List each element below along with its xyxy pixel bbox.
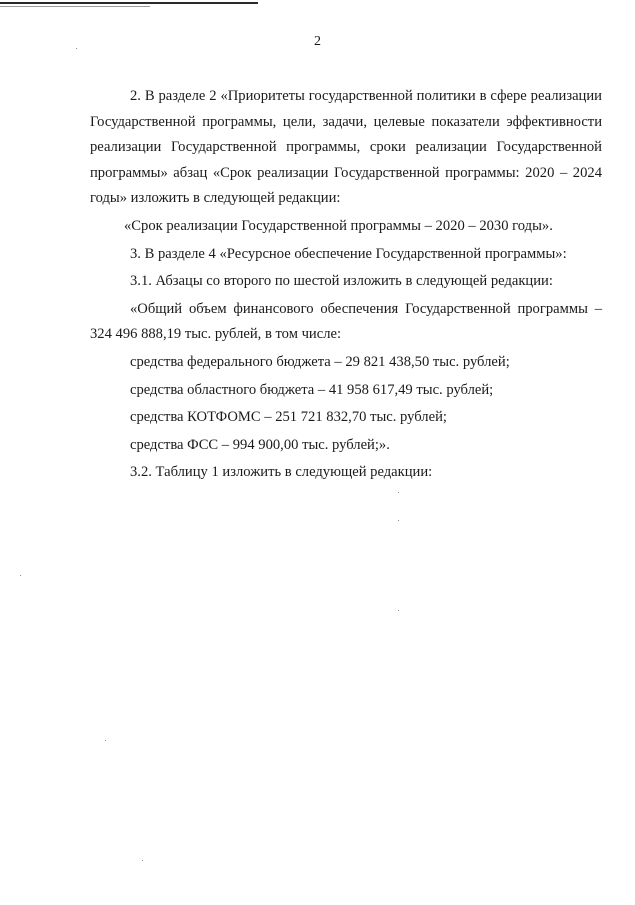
scan-speck (142, 860, 143, 861)
paragraph-3-2: 3.2. Таблицу 1 изложить в следующей редакции: (130, 464, 433, 481)
paragraph-total-funding: «Общий объем финансового обеспечения Государственной программы – 324 496 888,19 тыс. рублей, в том числе: (90, 300, 602, 343)
paragraph-kotfoms: средства КОТФОМС – 251 721 832,70 тыс. рублей; (130, 409, 447, 426)
document-body (90, 84, 602, 486)
scan-speck (105, 740, 106, 741)
paragraph-federal-budget: средства федерального бюджета – 29 821 438,50 тыс. рублей; (130, 353, 510, 370)
top-rule (0, 2, 258, 4)
scan-speck (398, 492, 399, 493)
top-rule-secondary (0, 6, 150, 7)
paragraph-3-1: 3.1. Абзацы со второго по шестой изложить в следующей редакции: (130, 273, 553, 290)
scan-speck (398, 520, 399, 521)
paragraph-program-term: «Срок реализации Государственной программы – 2020 – 2030 годы». (124, 217, 553, 234)
scan-speck (20, 575, 21, 576)
scan-speck (398, 610, 399, 611)
paragraph-section-4: 3. В разделе 4 «Ресурсное обеспечение Государственной программы»: (130, 245, 567, 262)
scan-speck (76, 48, 77, 49)
page-number: 2 (314, 34, 321, 49)
paragraph-fss: средства ФСС – 994 900,00 тыс. рублей;». (130, 436, 390, 453)
paragraph-section-2: 2. В разделе 2 «Приоритеты государственной политики в сфере реализации Государственной программы, цели, задачи, целевые показатели эффективности реализации Государственной программы, сроки реализации Государственной программы» абзац «Срок реализации Государственной программы: 2020 – 2024 годы» изложить в следующей редакции: (90, 88, 602, 207)
paragraph-regional-budget: средства областного бюджета – 41 958 617,49 тыс. рублей; (130, 381, 494, 398)
